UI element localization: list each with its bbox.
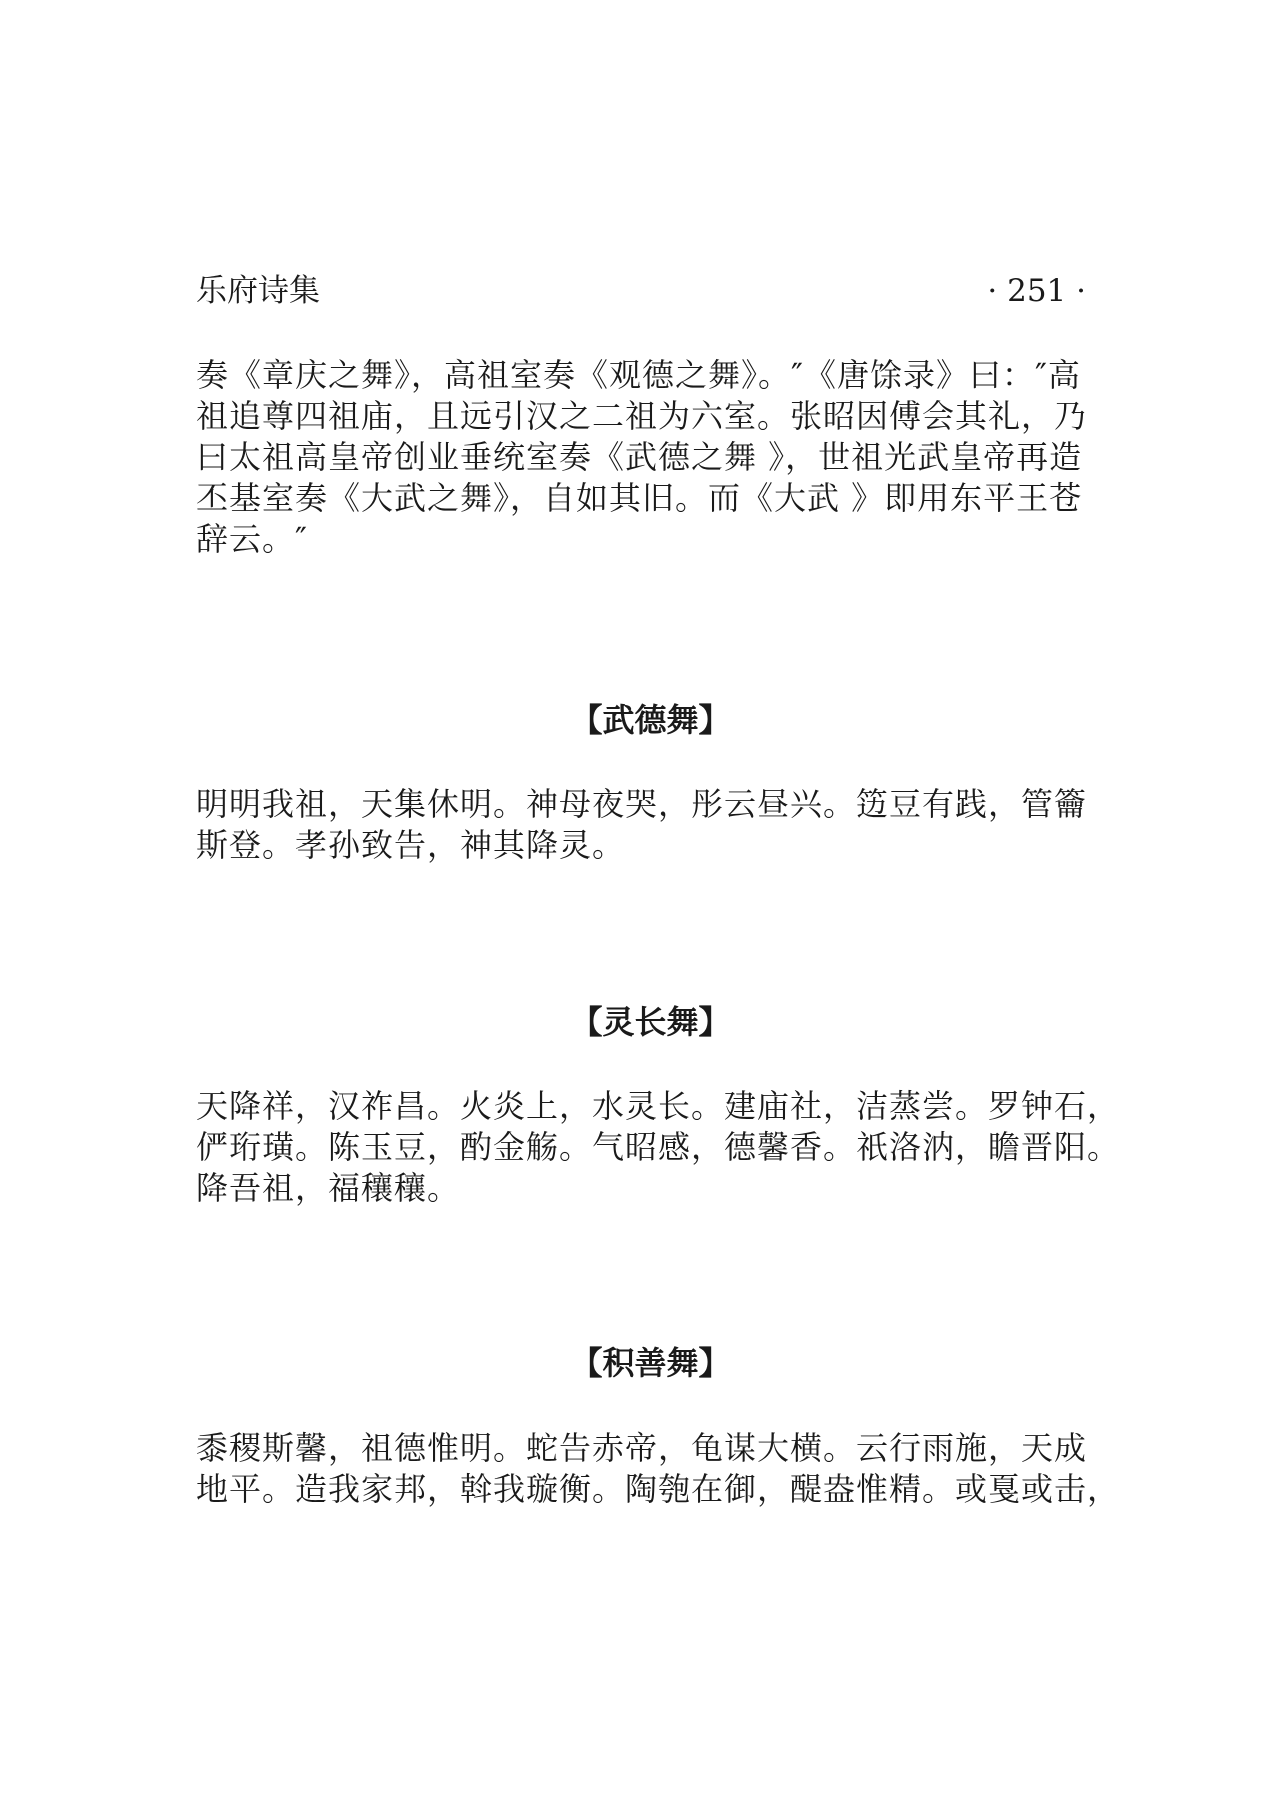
text-line: 斯登。孝孙致告，神其降灵。 [196,826,626,864]
text-line: 俨珩璜。陈玉豆，酌金觞。气昭感，德馨香。祇洛汭，瞻晋阳。 [196,1128,1121,1166]
text-line: 天降祥，汉祚昌。火炎上，水灵长。建庙社，洁蒸尝。罗钟石， [196,1087,1121,1125]
section-body-lingchang [196,1086,1121,1209]
section-body-wude [196,784,1096,866]
text-line: 地平。造我家邦，斡我璇衡。陶匏在御，醍盎惟精。或戛或击， [196,1470,1121,1508]
intro-paragraph [196,355,1096,560]
running-header [196,268,1086,314]
text-line: 降吾祖，福穰穰。 [196,1169,461,1207]
section-heading-lingchang: 【灵长舞】 [570,1003,731,1041]
page-number: · 251 · [987,273,1086,309]
text-line: 曰太祖高皇帝创业垂统室奏《武德之舞 》，世祖光武皇帝再造 [196,438,1083,476]
text-line: 辞云。″ [196,520,308,558]
section-body-jishan [196,1428,1121,1510]
text-line: 黍稷斯馨，祖德惟明。蛇告赤帝，龟谋大横。云行雨施，天成 [196,1429,1088,1467]
text-line: 奏《章庆之舞》，高祖室奏《观德之舞》。″《唐馀录》曰：″高 [196,356,1081,394]
text-line: 祖追尊四祖庙，且远引汉之二祖为六室。张昭因傅会其礼，乃 [196,397,1088,435]
section-heading-wude: 【武德舞】 [570,701,731,739]
book-title: 乐府诗集 [196,273,320,309]
section-heading-jishan: 【积善舞】 [570,1344,731,1382]
text-line: 明明我祖，天集休明。神母夜哭，彤云昼兴。笾豆有践，管籥 [196,785,1088,823]
text-line: 丕基室奏《大武之舞》，自如其旧。而《大武 》即用东平王苍 [196,479,1083,517]
